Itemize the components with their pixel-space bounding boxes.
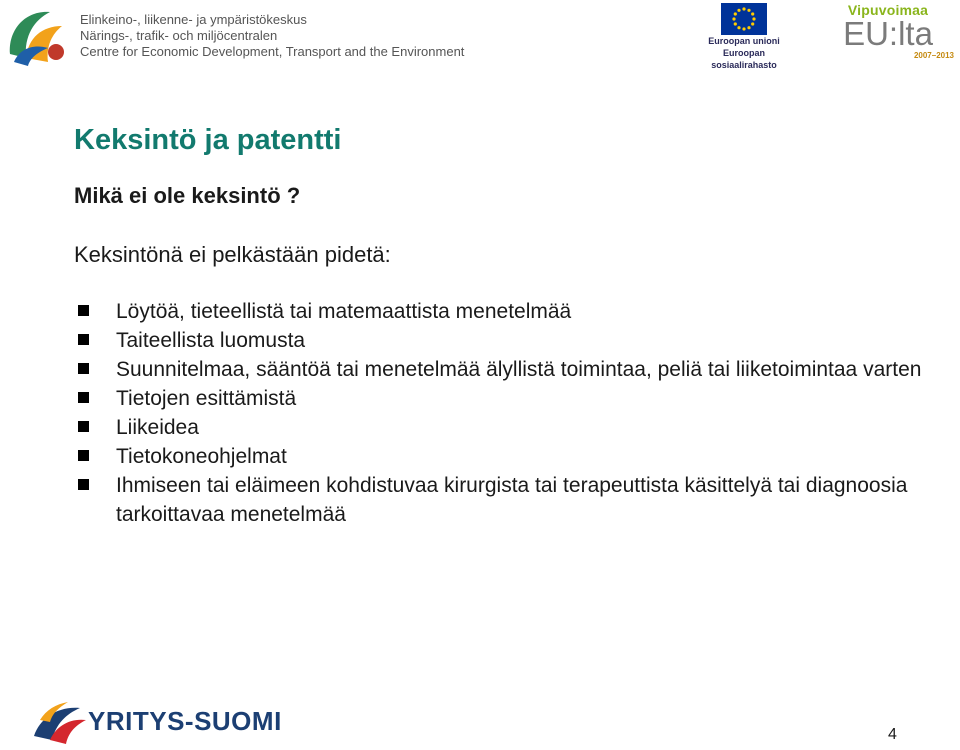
list-item-text: Suunnitelmaa, sääntöä tai menetelmää älyllistä toimintaa, peliä tai liiketoimintaa varten <box>116 358 922 381</box>
intro-text: Keksintönä ei pelkästään pidetä: <box>74 242 391 267</box>
vipuvoimaa-label: Vipuvoimaa <box>847 2 929 18</box>
square-bullet-icon <box>78 421 89 432</box>
organization-name <box>80 12 464 60</box>
bullet-list <box>74 297 954 529</box>
square-bullet-icon <box>78 334 89 345</box>
list-item <box>74 384 954 413</box>
org-name-fi: Elinkeino-, liikenne- ja ympäristökeskus <box>80 12 307 27</box>
list-item <box>74 471 954 529</box>
org-name-en: Centre for Economic Development, Transport and the Environment <box>80 44 465 59</box>
square-bullet-icon <box>78 479 89 490</box>
list-item-text: Taiteellista luomusta <box>116 329 306 352</box>
square-bullet-icon <box>78 363 89 374</box>
yritys-suomi-brand: YRITYS-SUOMI <box>88 706 282 736</box>
programme-years: 2007–2013 <box>913 51 954 60</box>
page-number: 4 <box>888 726 897 743</box>
list-item-text: Tietojen esittämistä <box>116 387 297 410</box>
list-item-text: Tietokoneohjelmat <box>116 445 287 468</box>
list-item <box>74 297 954 326</box>
slide-title: Keksintö ja patentti <box>74 124 342 156</box>
org-name-sv: Närings-, trafik- och miljöcentralen <box>80 28 278 43</box>
list-item <box>74 355 954 384</box>
list-item <box>74 413 954 442</box>
square-bullet-icon <box>78 305 89 316</box>
list-item-text: Ihmiseen tai eläimeen kohdistuvaa kirurgista tai terapeuttista käsittelyä tai diagnoosia tarkoittavaa menetelmää <box>116 474 908 526</box>
eu-fund-label: Euroopan sosiaalirahasto <box>711 48 777 70</box>
eulta-label: EU:lta <box>843 15 933 52</box>
eu-flag-icon <box>721 3 767 35</box>
eu-logo <box>690 3 798 71</box>
header <box>0 0 960 70</box>
slide-subtitle: Mikä ei ole keksintö ? <box>74 183 301 208</box>
square-bullet-icon <box>78 450 89 461</box>
list-item <box>74 326 954 355</box>
vipuvoimaa-logo <box>818 2 958 60</box>
list-item-text: Liikeidea <box>116 416 199 439</box>
list-item-text: Löytöä, tieteellistä tai matemaattista menetelmää <box>116 300 572 323</box>
list-item <box>74 442 954 471</box>
eu-union-label: Euroopan unioni <box>708 36 780 46</box>
square-bullet-icon <box>78 392 89 403</box>
ely-logo-icon <box>4 4 72 66</box>
